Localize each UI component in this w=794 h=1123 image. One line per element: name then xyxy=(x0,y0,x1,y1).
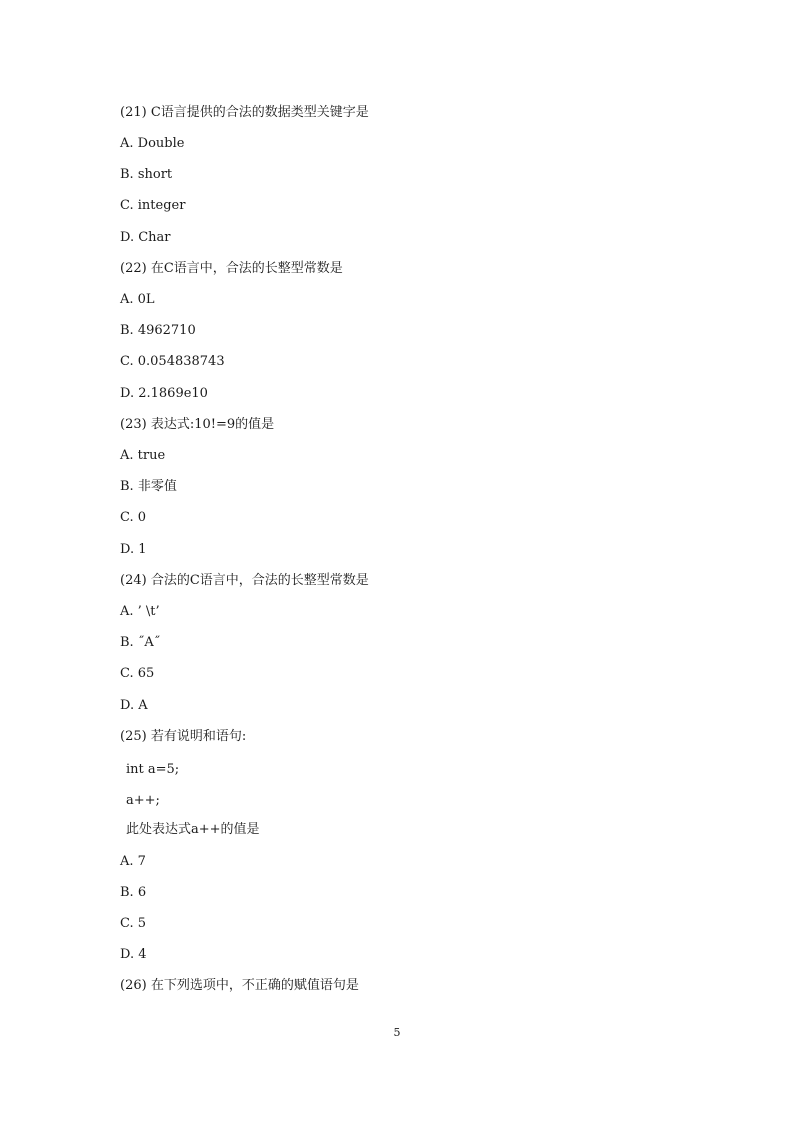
option-24-a: A. ’ \t’ xyxy=(120,604,160,619)
option-21-c: C. integer xyxy=(120,198,186,213)
option-24-c: C. 65 xyxy=(120,666,155,681)
option-22-a: A. 0L xyxy=(120,292,155,307)
question-24: (24) 合法的C语言中，合法的长整型常数是 xyxy=(120,573,369,588)
question-25-prompt: 此处表达式a++的值是 xyxy=(126,822,260,837)
option-21-d: D. Char xyxy=(120,230,171,245)
question-25: (25) 若有说明和语句: xyxy=(120,729,247,744)
option-25-a: A. 7 xyxy=(120,854,146,869)
option-23-a: A. true xyxy=(120,448,166,463)
option-24-b: B. ˝A˝ xyxy=(120,635,161,650)
page-number: 5 xyxy=(393,1026,401,1039)
option-24-d: D. A xyxy=(120,698,148,713)
option-25-d: D. 4 xyxy=(120,947,147,962)
code-line-2: a++; xyxy=(126,793,160,808)
option-25-c: C. 5 xyxy=(120,916,147,931)
option-22-d: D. 2.1869e10 xyxy=(120,386,208,401)
option-23-d: D. 1 xyxy=(120,542,147,557)
option-21-b: B. short xyxy=(120,167,173,182)
option-23-b: B. 非零值 xyxy=(120,479,177,494)
question-26: (26) 在下列选项中，不正确的赋值语句是 xyxy=(120,978,359,993)
option-25-b: B. 6 xyxy=(120,885,147,900)
question-22: (22) 在C语言中，合法的长整型常数是 xyxy=(120,261,343,276)
code-line-1: int a=5; xyxy=(126,762,180,777)
option-23-c: C. 0 xyxy=(120,510,147,525)
option-22-b: B. 4962710 xyxy=(120,323,196,338)
option-22-c: C. 0.054838743 xyxy=(120,354,225,369)
question-23: (23) 表达式:10!=9的值是 xyxy=(120,417,275,432)
option-21-a: A. Double xyxy=(120,136,185,151)
question-21: (21) C语言提供的合法的数据类型关键字是 xyxy=(120,105,369,120)
